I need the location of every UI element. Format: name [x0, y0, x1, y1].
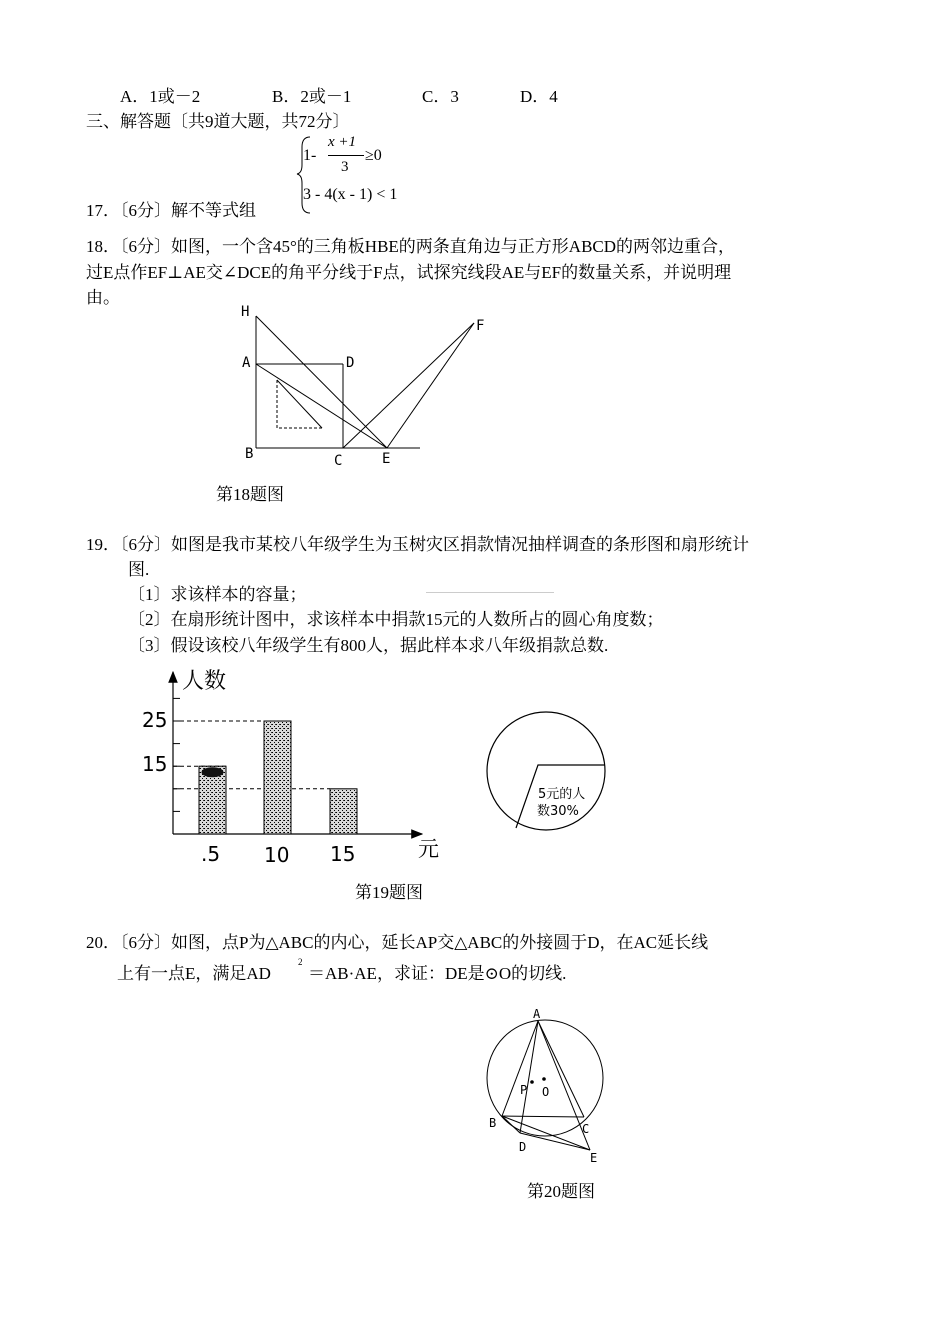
q18-line2: 过E点作EF⊥AE交∠DCE的角平分线于F点，试探究线段AE与EF的数量关系，并说明理: [86, 263, 732, 282]
q20-line2-sup: 2: [298, 957, 303, 967]
q20-caption: 第20题图: [527, 1182, 595, 1201]
point-a: A: [242, 355, 251, 371]
section-title: 三、解答题〔共9道大题，共72分〕: [86, 112, 350, 131]
point-h: H: [241, 304, 250, 320]
q20-point-o: O: [542, 1085, 550, 1099]
q20-line1: 20．〔6分〕如图，点P为△ABC的内心，延长AP交△ABC的外接圆于D，在AC延长线: [86, 933, 709, 952]
ytick-label-25: 25: [142, 708, 168, 732]
option-a: A．1或－2: [120, 87, 201, 106]
option-b: B．2或－1: [272, 87, 352, 106]
q20-line2-a: 上有一点E，满足AD: [117, 964, 271, 983]
ytick-label-15: 15: [142, 752, 168, 776]
q19-line2: 图.: [128, 560, 150, 579]
q19-sub2: 〔2〕在扇形统计图中，求该样本中捐款15元的人数所占的圆心角度数；: [128, 610, 664, 629]
q20-line2-b: ＝AB·AE，求证：DE是⊙O的切线.: [308, 964, 567, 983]
q20-point-p: P: [520, 1083, 528, 1097]
point-d: D: [346, 355, 355, 371]
q17-line1-den: 3: [341, 159, 349, 175]
xtick-label-10: 10: [264, 843, 290, 867]
q18-caption: 第18题图: [216, 485, 284, 504]
xtick-label-5: .5: [201, 842, 221, 866]
point-p-dot: [530, 1080, 534, 1084]
point-o-dot: [542, 1077, 546, 1081]
point-b: B: [245, 446, 254, 462]
q19-line1: 19．〔6分〕如图是我市某校八年级学生为玉树灾区捐款情况抽样调查的条形图和扇形统计: [86, 535, 749, 554]
option-c: C．3: [422, 87, 459, 106]
q20-point-e: E: [590, 1151, 598, 1165]
q17-line2: 3 - 4(x - 1) < 1: [303, 186, 398, 203]
option-d: D．4: [520, 87, 558, 106]
q17-line1-rel: ≥0: [365, 147, 382, 164]
q19-sub1: 〔1〕求该样本的容量；: [128, 585, 307, 604]
q17-line1-lead: 1-: [303, 147, 317, 164]
pie-label-line2: 数30%: [537, 804, 579, 819]
q17-prefix: 17．〔6分〕解不等式组: [86, 201, 256, 220]
xtick-label-15: 15: [330, 842, 356, 866]
q18-line1: 18．〔6分〕如图，一个含45°的三角板HBE的两条直角边与正方形ABCD的两邻边重合，: [86, 237, 736, 256]
q20-point-d: D: [519, 1140, 527, 1154]
point-f: F: [476, 318, 485, 334]
point-e: E: [382, 451, 391, 467]
chart-ylabel: 人数: [182, 669, 227, 694]
q19-sub3: 〔3〕假设该校八年级学生有800人，据此样本求八年级捐款总数.: [128, 636, 609, 655]
q20-point-b: B: [489, 1116, 497, 1130]
pie-label-line1: 5元的人: [538, 787, 586, 802]
chart-xlabel: 元: [418, 837, 439, 861]
point-c: C: [334, 453, 343, 469]
q20-point-c: C: [582, 1122, 590, 1136]
q20-point-a: A: [533, 1007, 541, 1021]
q19-caption: 第19题图: [355, 883, 423, 902]
q18-line3: 由。: [86, 288, 120, 307]
q17-line1-num: x +1: [328, 134, 357, 150]
